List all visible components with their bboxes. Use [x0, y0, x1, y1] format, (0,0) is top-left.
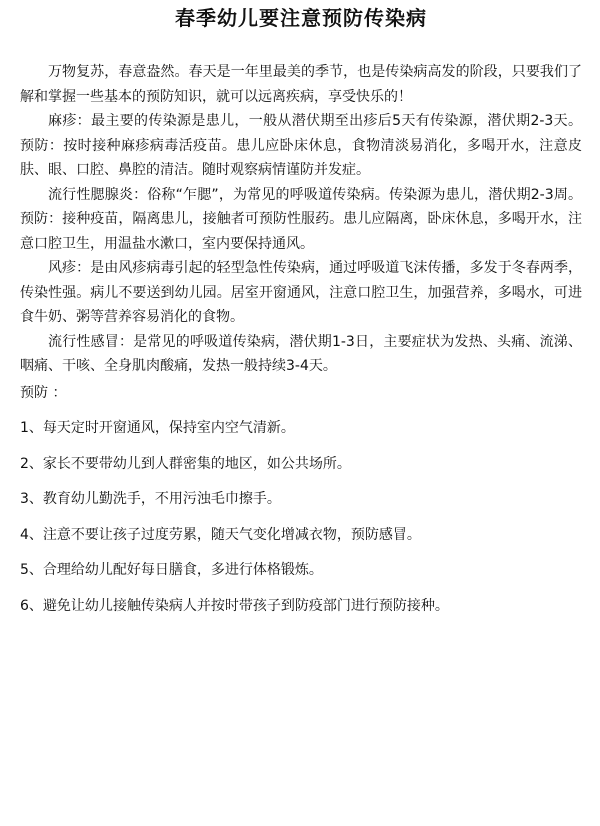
- prevention-tip-item: 3、教育幼儿勤洗手，不用污浊毛巾擦手。: [20, 491, 281, 507]
- prevention-tip-item: 6、避免让幼儿接触传染病人并按时带孩子到防疫部门进行预防接种。: [20, 597, 449, 614]
- prevention-tip-item: 4、注意不要让孩子过度劳累，随天气变化增减衣物，预防感冒。: [20, 526, 421, 543]
- document-title: 春季幼儿要注意预防传染病: [175, 6, 427, 30]
- prevention-tip-item: 5、合理给幼儿配好每日膳食，多进行体格锻炼。: [20, 562, 323, 578]
- prevention-tip-item: 1、每天定时开窗通风，保持室内空气清新。: [20, 420, 295, 436]
- document-body: [20, 60, 582, 618]
- disease-measles-paragraph: 麻疹：最主要的传染源是患儿，一般从潜伏期至出疹后5天有传染源，潜伏期2-3天。预防：按时接种麻疹病毒活疫苗。患儿应卧床休息，食物清淡易消化，多喝开水，注意皮肤、眼、口腔、鼻腔的清洁。随时观察病情谨防并发症。: [20, 113, 582, 178]
- prevention-heading: 预防 ：: [20, 384, 67, 401]
- prevention-tip-item: 2、家长不要带幼儿到人群密集的地区，如公共场所。: [20, 455, 351, 472]
- intro-paragraph: 万物复苏，春意盎然。春天是一年里最美的季节，也是传染病高发的阶段，只要我们了解和掌握一些基本的预防知识，就可以远离疾病，享受快乐的！: [20, 64, 582, 105]
- disease-rubella-paragraph: 风疹：是由风疹病毒引起的轻型急性传染病，通过呼吸道飞沫传播，多发于冬春两季，传染性强。病儿不要送到幼儿园。居室开窗通风，注意口腔卫生，加强营养，多喝水，可进食牛奶、粥等营养容易消化的食物。: [20, 260, 582, 325]
- disease-mumps-paragraph: 流行性腮腺炎：俗称“乍腮”，为常见的呼吸道传染病。传染源为患儿，潜伏期2-3周。预防：接种疫苗，隔离患儿，接触者可预防性服药。患儿应隔离，卧床休息，多喝开水，注意口腔卫生，用温盐水漱口，室内要保持通风。: [20, 186, 582, 252]
- prevention-tips-list: [20, 416, 582, 618]
- disease-influenza-paragraph: 流行性感冒：是常见的呼吸道传染病，潜伏期1-3日，主要症状为发热、头痛、流涕、咽痛、干咳、全身肌肉酸痛，发热一般持续3-4天。: [20, 333, 582, 374]
